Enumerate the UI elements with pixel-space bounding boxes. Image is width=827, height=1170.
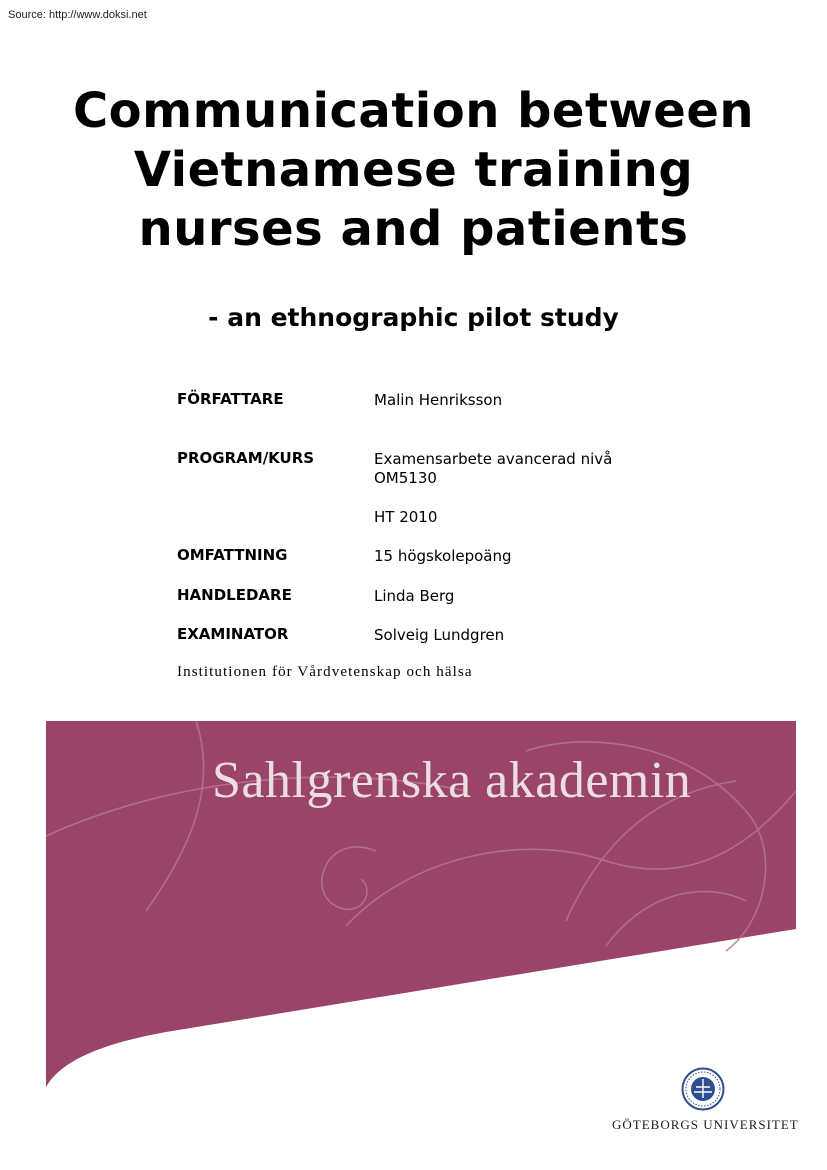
scope-label: OMFATTNING (177, 546, 288, 564)
document-subtitle: - an ethnographic pilot study (208, 303, 619, 332)
course-code-value: OM5130 (374, 469, 437, 487)
academy-name: Sahlgrenska akademin (212, 752, 692, 809)
title-line: nurses and patients (138, 201, 689, 257)
document-title (0, 82, 827, 259)
title-line: Communication between (72, 83, 755, 139)
institution-name: Institutionen för Vårdvetenskap och hälsa (177, 664, 473, 680)
university-seal-icon (681, 1067, 725, 1111)
source-line: Source: http://www.doksi.net (8, 9, 147, 21)
program-value: Examensarbete avancerad nivå (374, 450, 613, 468)
examiner-label: EXAMINATOR (177, 625, 289, 643)
supervisor-value: Linda Berg (374, 587, 455, 605)
supervisor-label: HANDLEDARE (177, 586, 292, 604)
university-name: GÖTEBORGS UNIVERSITET (612, 1117, 799, 1132)
author-label: FÖRFATTARE (177, 390, 284, 408)
title-line: Vietnamese training (133, 142, 694, 198)
program-label: PROGRAM/KURS (177, 449, 315, 467)
term-value: HT 2010 (374, 508, 438, 526)
scope-value: 15 högskolepoäng (374, 547, 512, 565)
author-value: Malin Henriksson (374, 391, 503, 409)
examiner-value: Solveig Lundgren (374, 626, 505, 644)
